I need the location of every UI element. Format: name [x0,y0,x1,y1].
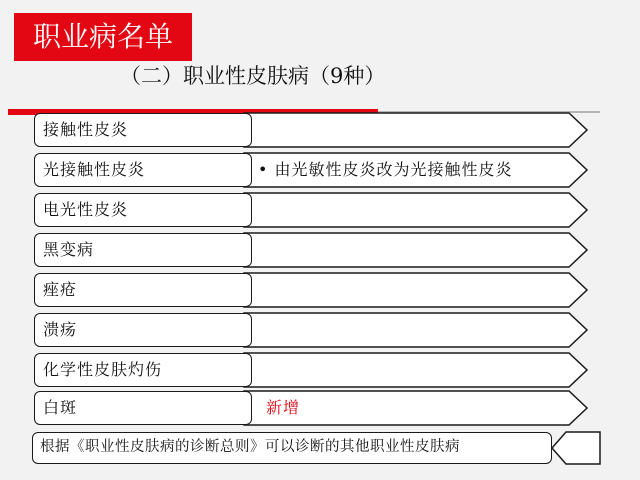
footer-item [0,428,640,468]
item-label: 溃疡 [34,313,252,347]
arrow-shape [244,190,589,230]
arrow-shape [244,270,589,310]
list-item [0,310,640,350]
item-label: 接触性皮炎 [34,113,252,147]
section-subtitle: （二）职业性皮肤病（9种） [120,64,386,88]
list-item [0,230,640,270]
arrow-shape [244,230,589,270]
page-title: 职业病名单 [14,13,192,61]
item-label: 电光性皮炎 [34,193,252,227]
item-label: 白斑 [34,391,252,425]
list-item [0,350,640,390]
footer-item-label: 根据《职业性皮肤病的诊断总则》可以诊断的其他职业性皮肤病 [32,432,552,464]
list-item [0,270,640,310]
item-label: 光接触性皮炎 [34,153,252,187]
arrow-shape [244,350,589,390]
list-item [0,110,640,150]
item-label: 化学性皮肤灼伤 [34,353,252,387]
arrow-shape [244,110,589,150]
list-item [0,190,640,230]
list-item [0,150,640,190]
list-item [0,388,640,428]
item-label: 黑变病 [34,233,252,267]
arrow-shape [244,310,589,350]
new-badge: 新增 [266,398,301,417]
item-note: • 由光敏性皮炎改为光接触性皮炎 [258,160,513,179]
item-label: 痤疮 [34,273,252,307]
